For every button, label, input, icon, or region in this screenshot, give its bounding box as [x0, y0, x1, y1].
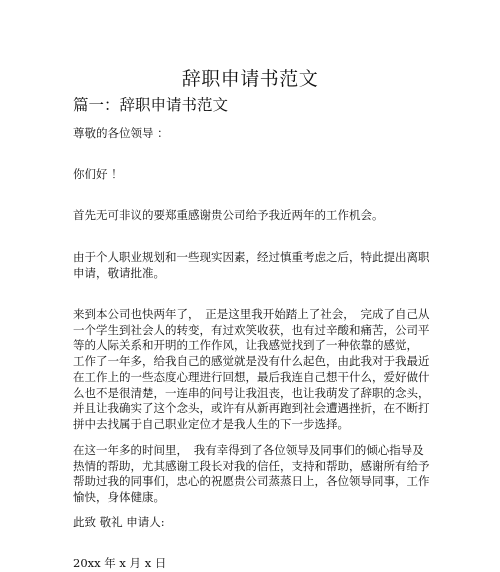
document-title: 辞职申请书范文: [181, 68, 319, 90]
closing-signature: 此致 敬礼 申请人:: [73, 515, 165, 529]
story-paragraph: 来到本公司也快两年了， 正是这里我开始踏上了社会， 完成了自己从一个学生到社会人的转变，有过欢笑收获，也有过辛酸和痛苦，公司平等的人际关系和开明的工作作风，让我感觉找到了一种依靠的感觉， 工作了一年多，给我自己的感觉就是没有什么起色，由此我对于我最近在工作上的一些态度心理进行回想，最后我连自己想干什么，爱好做什么也不是很清楚，一连串的问号让我沮丧，也让我萌发了辞职的念头，并且让我确实了这个念头，或许有从新再跑到社会遭遇挫折，在不断打拼中去找属于自己职业定位才是我人生的下一步选择。: [73, 307, 430, 431]
thanks-opening-paragraph: 首先无可非议的要郑重感谢贵公司给予我近两年的工作机会。: [73, 208, 384, 222]
greeting-paragraph: 尊敬的各位领导 ：: [73, 126, 169, 140]
hello-paragraph: 你们好 ！: [73, 167, 123, 181]
date-line: 20xx 年 x 月 x 日: [73, 556, 167, 570]
document-subtitle: 篇一：辞职申请书范文: [73, 96, 229, 114]
reason-paragraph: 由于个人职业规划和一些现实因素，经过慎重考虑之后，特此提出离职申请，敬请批准。: [73, 250, 430, 280]
gratitude-paragraph: 在这一年多的时间里， 我有幸得到了各位领导及同事们的倾心指导及热情的帮助，尤其感谢工段长对我的信任，支持和帮助，感谢所有给予帮助过我的同事们，忠心的祝愿贵公司蒸蒸日上，各位领导同事，工作愉快，身体健康。: [73, 443, 430, 505]
